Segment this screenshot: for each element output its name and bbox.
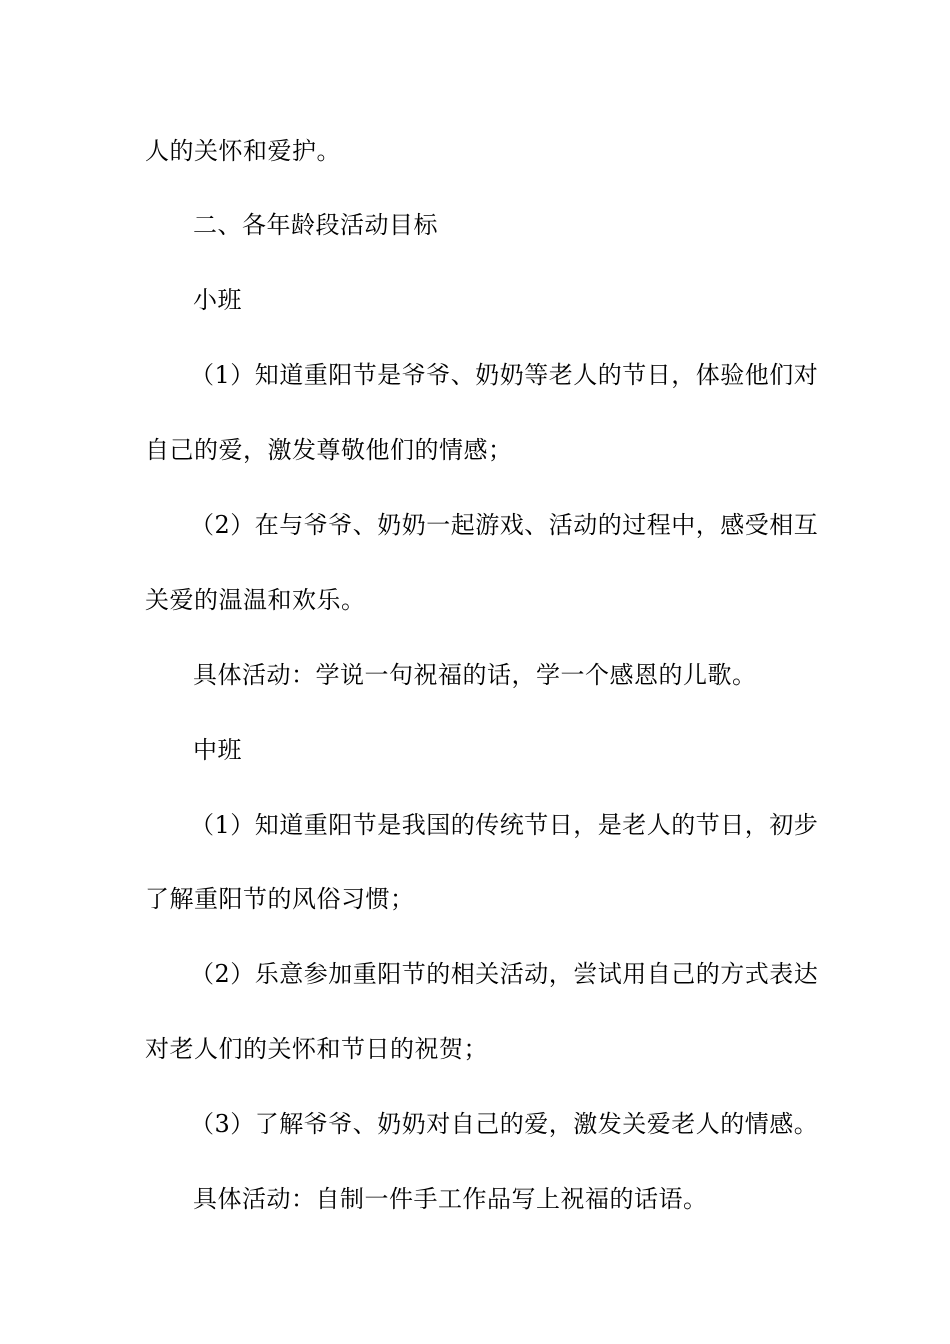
goal-item-line: （1）知道重阳节是我国的传统节日，是老人的节日，初步 bbox=[190, 811, 819, 839]
goal-item-line: （3）了解爷爷、奶奶对自己的爱，激发关爱老人的情感。 bbox=[190, 1110, 819, 1138]
class-heading-small: 小班 bbox=[193, 286, 242, 314]
activity-line: 具体活动：学说一句祝福的话，学一个感恩的儿歌。 bbox=[193, 661, 757, 689]
section-heading: 二、各年龄段活动目标 bbox=[193, 211, 438, 239]
goal-item-line: 对老人们的关怀和节日的祝贺； bbox=[145, 1035, 488, 1063]
goal-item-line: 关爱的温温和欢乐。 bbox=[145, 586, 366, 614]
goal-item-line: （2）在与爷爷、奶奶一起游戏、活动的过程中，感受相互 bbox=[190, 511, 819, 539]
goal-item-line: 自己的爱，激发尊敬他们的情感； bbox=[145, 436, 513, 464]
goal-item-line: （1）知道重阳节是爷爷、奶奶等老人的节日，体验他们对 bbox=[190, 361, 819, 389]
goal-item-line: 了解重阳节的风俗习惯； bbox=[145, 885, 415, 913]
class-heading-middle: 中班 bbox=[193, 736, 242, 764]
goal-item-line: （2）乐意参加重阳节的相关活动，尝试用自己的方式表达 bbox=[190, 960, 819, 988]
paragraph-continuation: 人的关怀和爱护。 bbox=[145, 137, 341, 165]
activity-line: 具体活动：自制一件手工作品写上祝福的话语。 bbox=[193, 1185, 708, 1213]
